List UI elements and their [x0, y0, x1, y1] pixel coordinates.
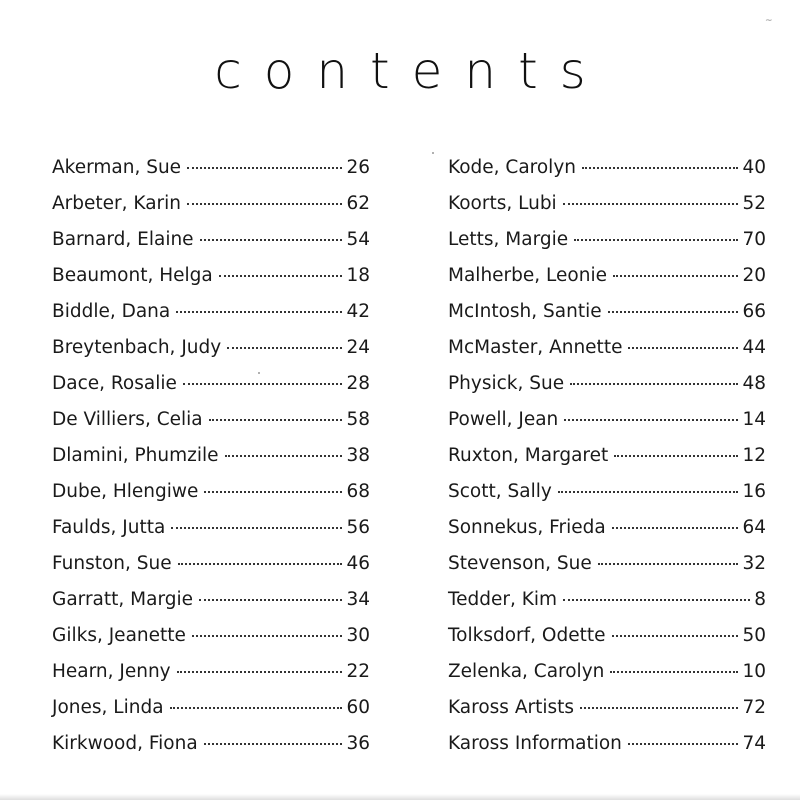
entry-name: Koorts, Lubi: [448, 193, 557, 214]
contents-entry: [448, 258, 766, 294]
dot-leader: [563, 202, 739, 205]
entry-page-number: 26: [346, 157, 370, 178]
contents-entry: [52, 474, 370, 510]
dot-leader: [614, 454, 738, 457]
contents-entry: [52, 618, 370, 654]
entry-page-number: 12: [742, 445, 766, 466]
dot-leader: [192, 634, 343, 637]
entry-page-number: 64: [742, 517, 766, 538]
entry-name: Ruxton, Margaret: [448, 445, 609, 466]
entry-name: Dace, Rosalie: [52, 373, 177, 394]
contents-entry: [448, 294, 766, 330]
entry-name: Kode, Carolyn: [448, 157, 577, 178]
entry-page-number: 8: [754, 589, 766, 610]
entry-page-number: 22: [346, 661, 370, 682]
contents-entry: [52, 654, 370, 690]
entry-name: McIntosh, Santie: [448, 301, 602, 322]
contents-entry: [52, 726, 370, 762]
entry-page-number: 66: [742, 301, 766, 322]
page-edge-shadow: [0, 794, 800, 800]
entry-page-number: 72: [742, 697, 766, 718]
entry-name: Faulds, Jutta: [52, 517, 166, 538]
entry-name: Kaross Information: [448, 733, 622, 754]
contents-entry: [52, 510, 370, 546]
contents-entry: [448, 510, 766, 546]
dot-leader: [200, 238, 343, 241]
entry-name: Funston, Sue: [52, 553, 172, 574]
entry-page-number: 74: [742, 733, 766, 754]
dot-leader: [199, 598, 342, 601]
contents-entry: [448, 438, 766, 474]
entry-name: Biddle, Dana: [52, 301, 171, 322]
contents-entry: [52, 258, 370, 294]
entry-name: Beaumont, Helga: [52, 265, 213, 286]
entry-name: Kaross Artists: [448, 697, 575, 718]
contents-entry: [52, 330, 370, 366]
entry-page-number: 56: [346, 517, 370, 538]
entry-page-number: 52: [742, 193, 766, 214]
entry-page-number: 32: [742, 553, 766, 574]
contents-entry: [52, 150, 370, 186]
entry-page-number: 28: [346, 373, 370, 394]
contents-entry: [52, 582, 370, 618]
dot-leader: [204, 742, 343, 745]
dot-leader: [608, 310, 739, 313]
entry-name: Physick, Sue: [448, 373, 565, 394]
contents-entry: [448, 546, 766, 582]
dot-leader: [580, 706, 738, 709]
contents-entry: [52, 402, 370, 438]
entry-page-number: 38: [346, 445, 370, 466]
contents-entry: [448, 690, 766, 726]
dot-leader: [178, 562, 343, 565]
entry-name: Gilks, Jeanette: [52, 625, 186, 646]
dot-leader: [204, 490, 342, 493]
entry-page-number: 42: [346, 301, 370, 322]
entry-page-number: 44: [742, 337, 766, 358]
contents-entry: [52, 366, 370, 402]
contents-entry: [448, 186, 766, 222]
entry-page-number: 34: [346, 589, 370, 610]
entry-page-number: 10: [742, 661, 766, 682]
dot-leader: [598, 562, 739, 565]
entry-name: Powell, Jean: [448, 409, 559, 430]
entry-page-number: 48: [742, 373, 766, 394]
entry-name: Sonnekus, Frieda: [448, 517, 606, 538]
dot-leader: [187, 166, 342, 169]
entry-name: De Villiers, Celia: [52, 409, 203, 430]
dot-leader: [612, 634, 739, 637]
dot-leader: [613, 274, 738, 277]
dot-leader: [170, 706, 343, 709]
dot-leader: [610, 670, 738, 673]
contents-entry: [448, 330, 766, 366]
entry-page-number: 18: [346, 265, 370, 286]
corner-mark: ~: [765, 16, 773, 26]
dot-leader: [227, 346, 342, 349]
contents-entry: [52, 186, 370, 222]
contents-entry: [448, 150, 766, 186]
contents-entry: [52, 294, 370, 330]
contents-entry: [52, 690, 370, 726]
entry-name: Garratt, Margie: [52, 589, 194, 610]
entry-page-number: 70: [742, 229, 766, 250]
entry-name: Scott, Sally: [448, 481, 552, 502]
dot-leader: [574, 238, 738, 241]
entry-name: Breytenbach, Judy: [52, 337, 222, 358]
scan-speck: [432, 152, 434, 154]
dot-leader: [564, 418, 738, 421]
entry-page-number: 30: [346, 625, 370, 646]
entry-page-number: 46: [346, 553, 370, 574]
contents-entry: [448, 582, 766, 618]
contents-entry: [448, 726, 766, 762]
entry-name: Letts, Margie: [448, 229, 569, 250]
dot-leader: [177, 670, 343, 673]
dot-leader: [171, 526, 342, 529]
dot-leader: [563, 598, 750, 601]
contents-entry: [448, 654, 766, 690]
entry-page-number: 16: [742, 481, 766, 502]
page-title: contents: [214, 42, 608, 100]
entry-page-number: 14: [742, 409, 766, 430]
entry-name: Barnard, Elaine: [52, 229, 194, 250]
entry-name: Kirkwood, Fiona: [52, 733, 198, 754]
dot-leader: [582, 166, 738, 169]
dot-leader: [183, 382, 343, 385]
entry-name: Stevenson, Sue: [448, 553, 592, 574]
entry-page-number: 36: [346, 733, 370, 754]
entry-page-number: 62: [346, 193, 370, 214]
entry-name: Dlamini, Phumzile: [52, 445, 219, 466]
entry-name: Arbeter, Karin: [52, 193, 182, 214]
entry-name: Hearn, Jenny: [52, 661, 171, 682]
entry-page-number: 68: [346, 481, 370, 502]
dot-leader: [219, 274, 343, 277]
entry-name: Dube, Hlengiwe: [52, 481, 199, 502]
contents-column-right: [448, 150, 766, 762]
contents-entry: [52, 438, 370, 474]
dot-leader: [225, 454, 343, 457]
entry-name: Akerman, Sue: [52, 157, 182, 178]
contents-entry: [448, 618, 766, 654]
contents-entry: [448, 222, 766, 258]
contents-entry: [52, 546, 370, 582]
entry-name: Jones, Linda: [52, 697, 164, 718]
dot-leader: [612, 526, 739, 529]
entry-name: McMaster, Annette: [448, 337, 623, 358]
entry-name: Zelenka, Carolyn: [448, 661, 605, 682]
contents-entry: [448, 366, 766, 402]
contents-entry: [448, 402, 766, 438]
dot-leader: [209, 418, 343, 421]
dot-leader: [187, 202, 342, 205]
entry-page-number: 24: [346, 337, 370, 358]
entry-page-number: 58: [346, 409, 370, 430]
dot-leader: [558, 490, 739, 493]
contents-entry: [52, 222, 370, 258]
entry-page-number: 40: [742, 157, 766, 178]
entry-name: Tedder, Kim: [448, 589, 558, 610]
scan-speck: [258, 372, 260, 374]
entry-page-number: 50: [742, 625, 766, 646]
contents-column-left: [52, 150, 370, 762]
entry-name: Malherbe, Leonie: [448, 265, 607, 286]
dot-leader: [628, 742, 739, 745]
entry-page-number: 20: [742, 265, 766, 286]
contents-entry: [448, 474, 766, 510]
entry-page-number: 54: [346, 229, 370, 250]
dot-leader: [570, 382, 738, 385]
dot-leader: [176, 310, 342, 313]
entry-name: Tolksdorf, Odette: [448, 625, 606, 646]
entry-page-number: 60: [346, 697, 370, 718]
dot-leader: [628, 346, 738, 349]
